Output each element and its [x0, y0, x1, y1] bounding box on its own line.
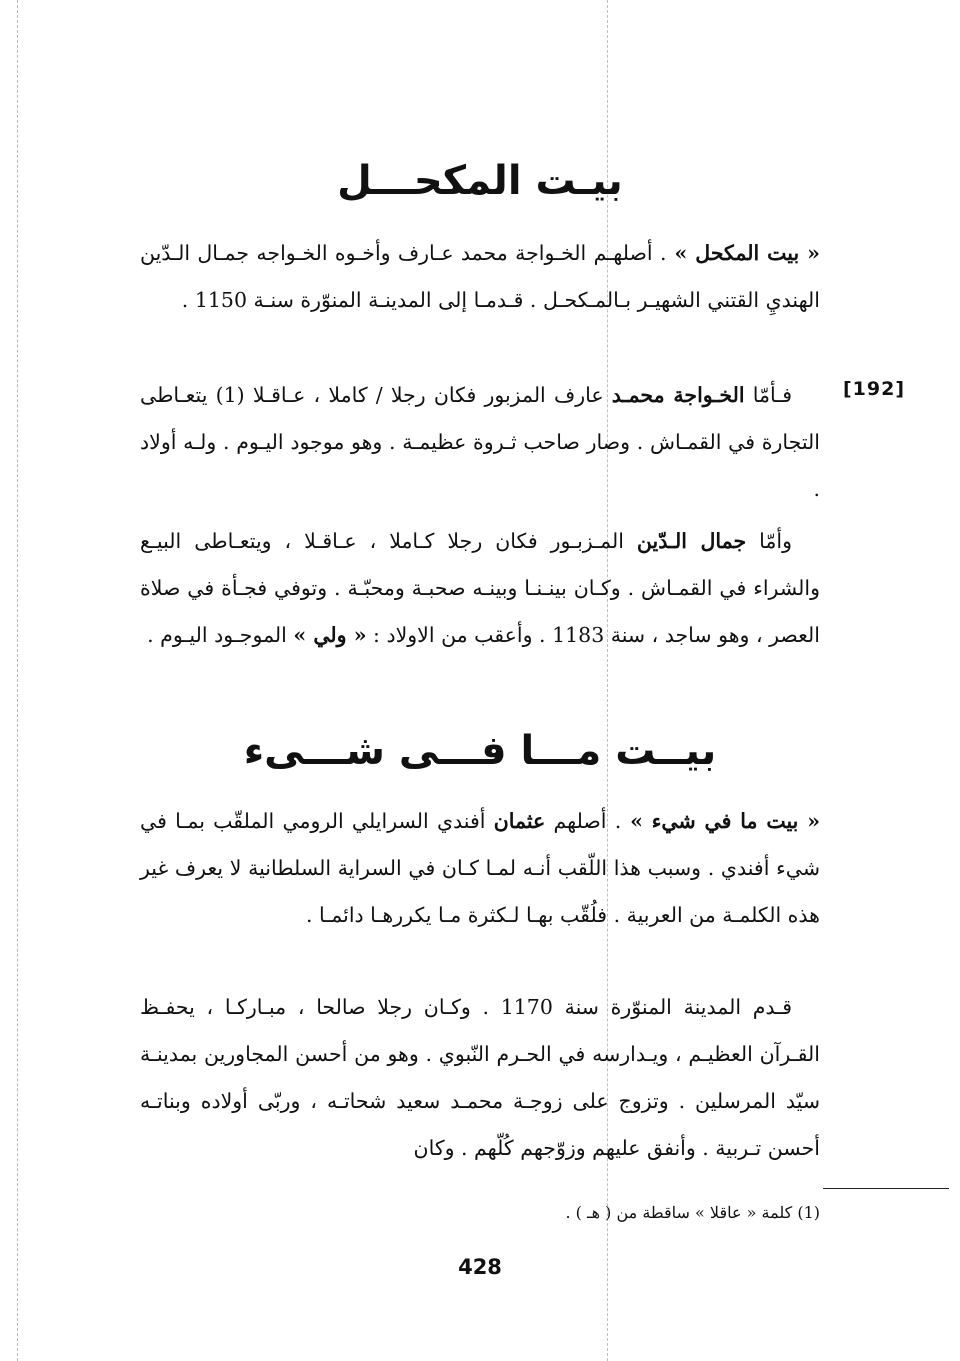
bold-name: عثمان: [493, 809, 546, 833]
footnote: (1) كلمة « عاقلا » ساقطة من ( هـ ) .: [565, 1203, 820, 1222]
paragraph-lead: وأمّا: [746, 529, 793, 553]
margin-reference: [192]: [843, 378, 906, 400]
paragraph-text: . أصلهم: [545, 809, 622, 833]
paragraph-text: المـزبـور فكان رجلا كـاملا ، عـاقـلا ، ويتعـاطى البيـع والشراء في القمـاش . وكـان بينـنـا وبينـه صحبـة ومحبّـة . وتوفي فجـأة في صلاة العصر ، وهو ساجد ، سنة 1183 . وأعقب من الاولاد :: [140, 529, 820, 647]
paragraph-text: الموجـود اليـوم .: [147, 623, 294, 647]
paragraph: [140, 984, 820, 1172]
bold-name: « ولي »: [293, 623, 367, 647]
bold-lead: « بيت المكحل »: [666, 241, 820, 265]
paragraph: [140, 372, 820, 513]
paragraph-lead: فـأمّا: [744, 383, 793, 407]
section-heading-mafishay: بيــت مـــا فـــى شـــىء: [243, 728, 717, 774]
footnote-divider: [823, 1188, 949, 1189]
paragraph-text: . أصلهـم الخـواجة محمد عـارف وأخـوه الخـواجه جمـال الـدّين الهنديِ القتني الشهيـر بـالمـكحـل . قـدمـا إلى المدينـة المنوّرة سنـة 1150 .: [140, 241, 820, 312]
bold-name: جمال الـدّين: [636, 529, 747, 553]
paragraph: [140, 798, 820, 939]
bold-name: الخـواجة محمـد: [611, 383, 745, 407]
book-page: [140, 0, 820, 1361]
paragraph-text: عارف المزبور فكان رجلا / كاملا ، عـاقـلا (1) يتعـاطى التجارة في القمـاش . وصار صاحب ثـروة عظيمـة . وهو موجود اليـوم . ولـه أولاد .: [140, 383, 820, 501]
scan-edge-line: [17, 0, 18, 1361]
paragraph: [140, 230, 820, 324]
bold-lead: « بيت ما في شيء »: [621, 809, 821, 833]
page-number: 428: [458, 1255, 502, 1279]
paragraph: [140, 518, 820, 659]
section-heading-mukahhal: بيـت المكحـــل: [337, 158, 623, 204]
paragraph-text: أفندي السرايلي الرومي الملقّب بمـا في شيء أفندي . وسبب هذا اللّقب أنـه لمـا كـان في السراية السلطانية لا يعرف غير هذه الكلمـة من العربية . فلُقّب بهـا لـكثرة مـا يكررهـا دائمـا .: [140, 809, 820, 927]
paragraph-text: قـدم المدينة المنوّرة سنة 1170 . وكـان رجلا صالحا ، مبـاركـا ، يحفـظ القـرآن العظيـم ، ويـدارسه في الحـرم النّبوي . وهو من أحسن المجاورين بمدينـة سيّد المرسلين . وتزوج على زوجـة محمـد سعيد شحاتـه ، وربّى أولاده وبناتـه أحسن تـربية . وأنفق عليهم وزوّجهم كُلّهم . وكان: [140, 995, 820, 1160]
